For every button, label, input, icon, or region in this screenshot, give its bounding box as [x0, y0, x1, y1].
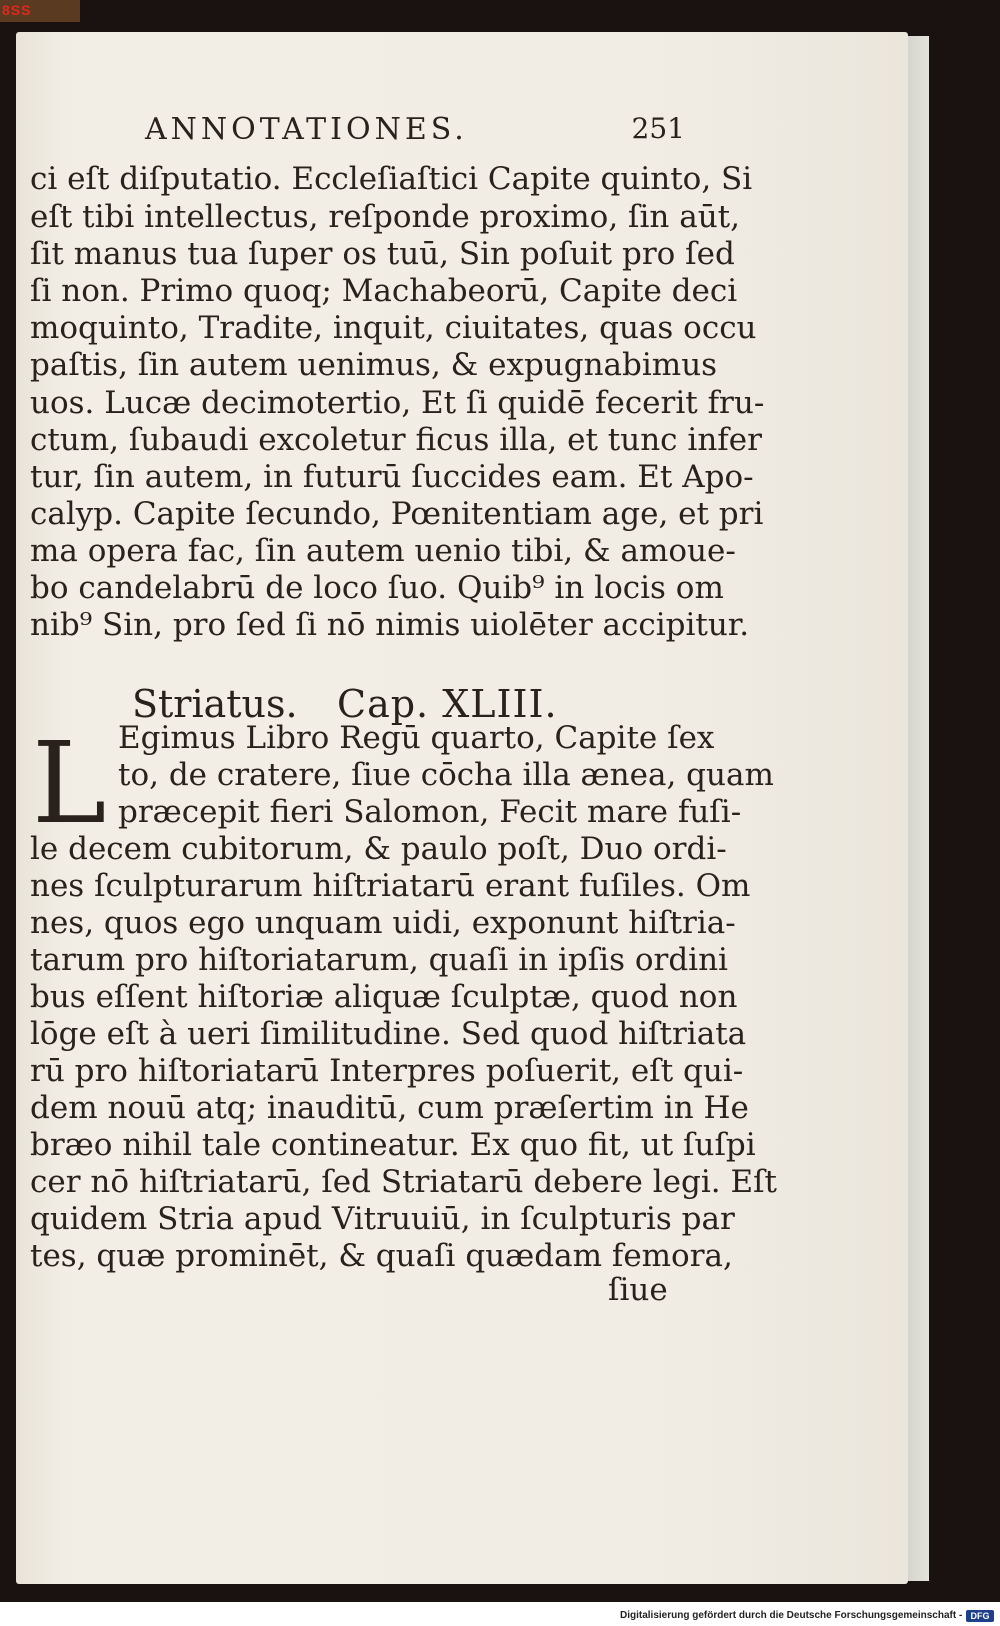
- text-line: nib⁹ Sin, pro ſed ſi nō nimis uiolēter accipitur.: [30, 607, 750, 643]
- text-line: le decem cubitorum, & paulo poſt, Duo ordi-: [30, 831, 727, 867]
- text-line: Egimus Libro Regū quarto, Capite ſex: [118, 720, 715, 756]
- text-line: cer nō hiſtriatarū, ſed Striatarū debere legi. Eſt: [30, 1164, 778, 1200]
- text-line: ſit manus tua ſuper os tuū, Sin poſuit pro ſed: [30, 236, 735, 272]
- text-line: bo candelabrū de loco ſuo. Quib⁹ in locis om: [30, 570, 724, 606]
- digitization-credit: Digitalisierung gefördert durch die Deutsche Forschungsgemeinschaft -: [620, 1610, 963, 1621]
- text-line: tur, ſin autem, in futurū ſuccides eam. Et Apo-: [30, 459, 754, 495]
- text-line: to, de cratere, ſiue cōcha illa ænea, quam: [118, 757, 774, 793]
- text-line: nes, quos ego unquam uidi, exponunt hiſtria-: [30, 905, 736, 941]
- text-line: tes, quæ prominēt, & quaſi quædam femora,: [30, 1238, 733, 1274]
- catchword: ſiue: [608, 1272, 668, 1308]
- drop-cap: L: [32, 719, 107, 849]
- text-line: paſtis, ſin autem uenimus, & expugnabimus: [30, 347, 718, 383]
- text-line: eſt tibi intellectus, reſponde proximo, ſin aūt,: [30, 199, 740, 235]
- heading-word: Striatus.: [132, 682, 298, 726]
- text-line: nes ſculpturarum hiſtriatarū erant fuſiles. Om: [30, 868, 751, 904]
- text-line: bus eſſent hiſtoriæ aliquæ ſculptæ, quod non: [30, 979, 738, 1015]
- text-line: quidem Stria apud Vitruuiū, in ſculpturis par: [30, 1201, 735, 1237]
- text-line: ſi non. Primo quoq; Machabeorū, Capite deci: [30, 273, 738, 309]
- heading-chapter: Cap. XLIII.: [337, 682, 558, 726]
- text-line: calyp. Capite ſecundo, Pœnitentiam age, et pri: [30, 496, 764, 532]
- text-line: rū pro hiſtoriatarū Interpres poſuerit, eſt qui-: [30, 1053, 744, 1089]
- text-line: præcepit fieri Salomon, Fecit mare fuſi-: [118, 794, 742, 830]
- running-head: [145, 112, 685, 152]
- page-number: 251: [631, 112, 685, 145]
- running-title: ANNOTATIONES.: [145, 112, 468, 147]
- text-line: ctum, ſubaudi excoletur ficus illa, et tunc infer: [30, 422, 762, 458]
- text-line: moquinto, Tradite, inquit, ciuitates, quas occu: [30, 310, 757, 346]
- text-line: uos. Lucæ decimotertio, Et ſi quidē fecerit fru-: [30, 385, 765, 421]
- text-line: ci eſt diſputatio. Eccleſiaſtici Capite quinto, Si: [30, 161, 753, 197]
- text-line: dem nouū atq; inauditū, cum præſertim in He: [30, 1090, 749, 1126]
- text-line: tarum pro hiſtoriatarum, quaſi in ipſis ordini: [30, 942, 728, 978]
- text-line: ma opera fac, ſin autem uenio tibi, & amoue-: [30, 533, 736, 569]
- leaf-label: 8SS: [2, 2, 32, 18]
- text-line: bræo nihil tale contineatur. Ex quo fit, ut ſuſpi: [30, 1127, 756, 1163]
- dfg-logo: DFG: [966, 1610, 994, 1622]
- text-line: lōge eſt à ueri ſimilitudine. Sed quod hiſtriata: [30, 1016, 747, 1052]
